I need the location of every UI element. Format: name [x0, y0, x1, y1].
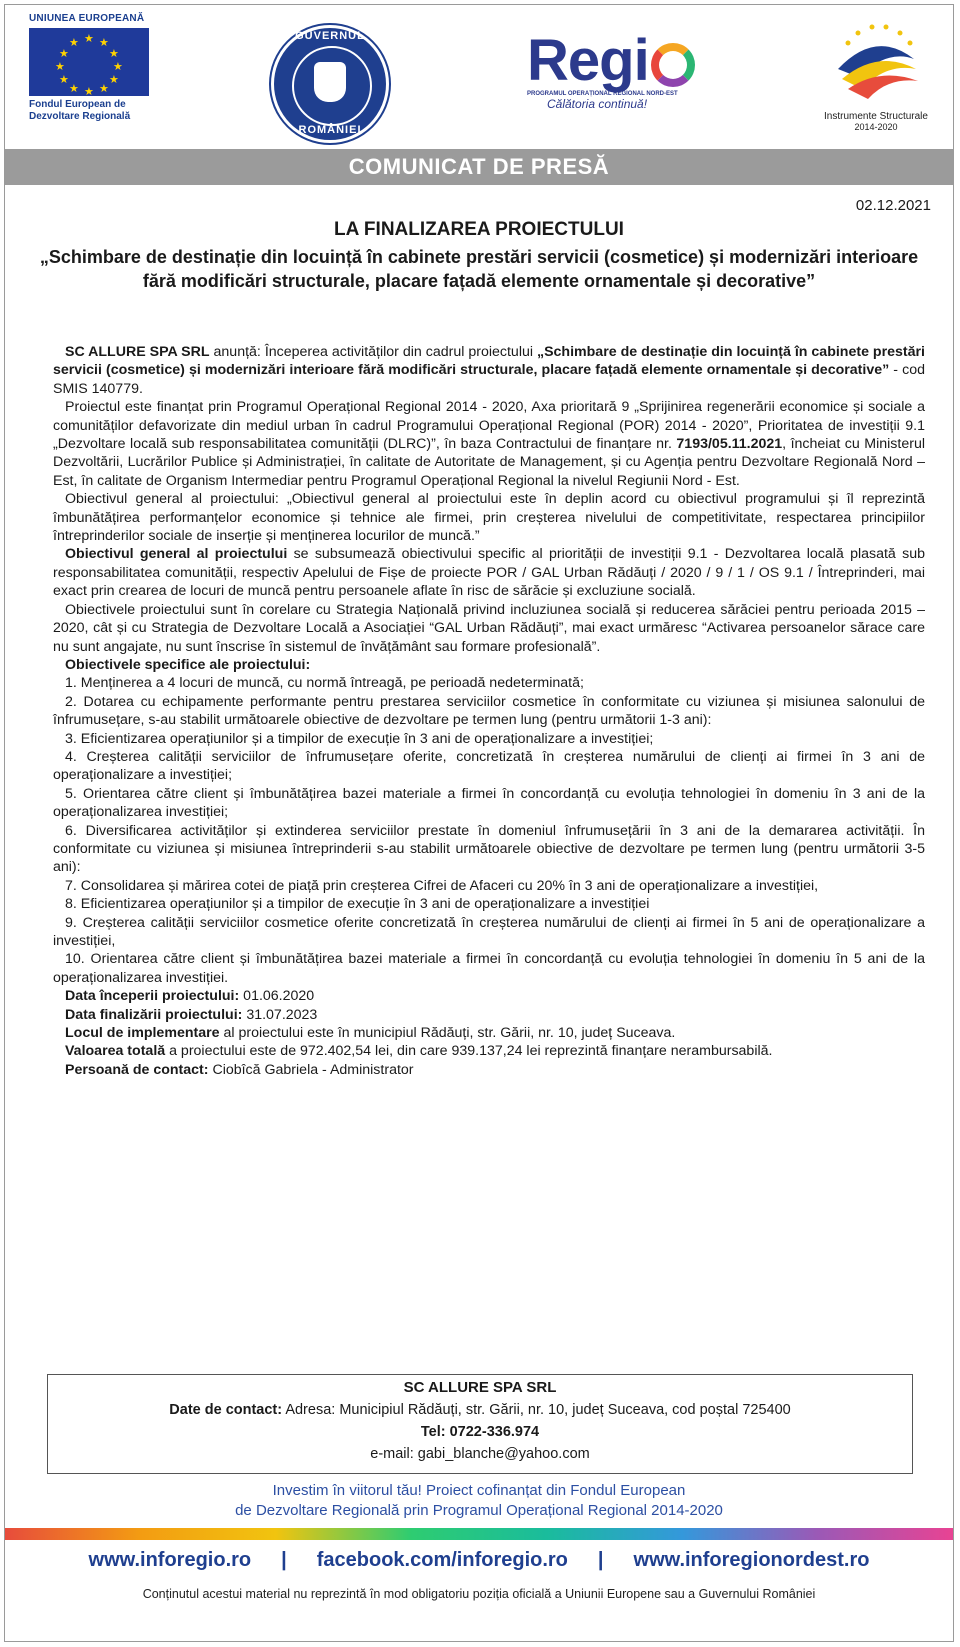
page-title: LA FINALIZAREA PROIECTULUI [334, 219, 624, 240]
government-seal-top-text: GUVERNUL [295, 30, 365, 42]
press-release-body [53, 343, 925, 1079]
eu-logo-subtitle: Fondul European de Dezvoltare Regională [29, 99, 131, 122]
list-item: 10. Orientarea către client și îmbunătățirea bazei materiale a firmei în concordanță cu evoluția tehnologiei în domeniu în 5 ani de la operaționalizarea investiției. [53, 951, 925, 986]
location-line [53, 1024, 925, 1042]
link-facebook[interactable]: facebook.com/inforegio.ro [316, 1549, 568, 1571]
contact-person-line [53, 1061, 925, 1079]
link-separator: | [281, 1549, 287, 1571]
eu-logo [29, 13, 151, 123]
contact-address-line [48, 1399, 912, 1421]
general-objective-label: Obiectivul general al proiectului [65, 546, 288, 563]
press-release-banner: COMUNICAT DE PRESĂ [5, 149, 953, 185]
regio-tagline: Călătoria continuă! [547, 97, 648, 111]
link-inforegionordest[interactable]: www.inforegionordest.ro [633, 1549, 870, 1571]
regio-logo [527, 28, 727, 111]
contact-firm-name: SC ALLURE SPA SRL [403, 1379, 557, 1396]
footer-links [5, 1549, 953, 1572]
contact-phone [48, 1421, 912, 1443]
regio-program-label: PROGRAMUL OPERAȚIONAL REGIONAL NORD-EST [527, 91, 678, 97]
government-seal-icon [271, 25, 389, 143]
financing-text: Proiectul este finanțat prin Programul Operațional Regional 2014 - 2020, Axa prioritară 9 „Sprijinirea regenerării economice și sociale a comunităților defavorizate din mediul urban în cadrul Programului Operațional Regional (POR) 2014 - 2020”, Prioritatea de investiții 9.1 „Dezvoltare locală sub responsabilitatea comunității (DLRC)”, în baza Contractului de finanțare nr. [53, 399, 925, 453]
regio-o-icon [651, 43, 695, 87]
contact-data-label: Date de contact: [169, 1402, 283, 1418]
list-item: 5. Orientarea către client și îmbunătățirea bazei materiale a firmei în concordanță cu evoluția tehnologiei în domeniu în 3 ani de la operaționalizarea investiției; [53, 785, 925, 821]
contact-phone-text: Tel: 0722-336.974 [420, 1424, 540, 1440]
financing-text-end: , încheiat cu Ministerul Dezvoltării, Lucrărilor Publice și Administrației, în calitate de Autoritate de Management, și cu Agenția pentru Dezvoltare Regională Nord – Est, în calitate de Organism Intermediar pentru Programul Operațional Regional la nivelul Regiunii Nord - Est. [53, 436, 925, 489]
contract-number: 7193/05.11.2021 [676, 436, 783, 453]
list-item: 6. Diversificarea activităților și extinderea serviciilor prestate în domeniul înfrumusețării în 3 ani de la demararea activității. În conformitate cu viziunea și misiunea întreprinderii s-au stabilit următoarele obiective de dezvoltare pe termen lung (pentru următorii 3-5 ani): [53, 822, 925, 876]
list-item: 4. Creșterea calității serviciilor de înfrumusețare oferite, concretizată în creșterea numărului de clienți ai firmei în 3 ani de operaționalizare a investiției; [53, 748, 925, 784]
contact-email[interactable]: e-mail: gabi_blanche@yahoo.com [370, 1446, 590, 1462]
logo-header [5, 5, 953, 151]
intro-paragraph [53, 343, 925, 398]
total-value-text: a proiectului este de 972.402,54 lei, din care 939.137,24 lei reprezintă finanțare nerambursabilă. [165, 1043, 773, 1060]
location-value: al proiectului este în municipiul Rădăuți, str. Gării, nr. 10, județ Suceava. [219, 1025, 676, 1042]
smis-code: - cod SMIS 140779. [53, 362, 926, 397]
list-item: 7. Consolidarea și mărirea cotei de piață prin creșterea Cifrei de Afaceri cu 20% în 3 ani de operaționalizare a investiției, [65, 877, 819, 894]
eu-flag-icon: ★ ★ ★ ★ ★ ★ ★ ★ ★ ★ ★ ★ [29, 28, 149, 96]
cofinancing-line-2: de Dezvoltare Regională prin Programul Operațional Regional 2014-2020 [235, 1502, 723, 1519]
link-inforegio[interactable]: www.inforegio.ro [88, 1549, 252, 1571]
project-name-bold: „Schimbare de destinație din locuință în cabinete prestări servicii (cosmetice) și modernizări interioare fără modificări structurale, placare fațadă elemente ornamentale și decorative” [53, 344, 925, 379]
intro-text: anunță: Începerea activităților din cadrul proiectului [209, 344, 537, 360]
total-value-label: Valoarea totală [65, 1043, 166, 1060]
start-date-value: 01.06.2020 [239, 988, 315, 1005]
start-date-line [53, 987, 925, 1005]
specific-objectives-heading [53, 656, 925, 674]
objective-subsumption-text: se subsumează obiectivului specific al priorității de investiții 9.1 - Dezvoltarea locală plasată sub responsabilitatea comunității, respectiv Apelului de Fișe de proiecte POR / GAL Urban Rădăuți / 2020 / 9 / 1 / OS 9.1 / Întreprinderi, mai exact prin crearea de locuri de muncă pentru persoanele aflate în risc de sărăcie și excluziune socială. [53, 546, 925, 600]
structural-instruments-logo [811, 19, 941, 132]
end-date-label: Data finalizării proiectului: [65, 1006, 243, 1023]
end-date-value: 31.07.2023 [242, 1006, 318, 1023]
list-item: 8. Eficientizarea operațiunilor și a timpilor de execuție în 3 ani de operaționalizare a investiției [65, 896, 650, 913]
end-date-line [53, 1006, 925, 1024]
contact-address: Adresa: Municipiul Rădăuți, str. Gării, nr. 10, județ Suceava, cod poștal 725400 [282, 1402, 791, 1418]
coat-of-arms-icon [314, 62, 346, 102]
structural-instruments-icon [828, 19, 924, 105]
list-item: 3. Eficientizarea operațiunilor și a timpilor de execuție în 3 ani de operaționalizare a investiției; [65, 730, 654, 747]
press-release-page [4, 4, 954, 1642]
strategy-paragraph: Obiectivele proiectului sunt în corelare cu Strategia Națională privind incluziunea socială și reducerea sărăciei pentru perioada 2015 – 2020, cât și cu Strategia de Dezvoltare Locală a Asociației “GAL Urban Rădăuți”, mai exact urmăresc “Activarea persoanelor sărace care nu sunt angajate, nu sunt înscrise în sistemul de învățământ sau formare profesională”. [53, 601, 925, 655]
contact-person-value: Ciobîcă Gabriela - Administrator [208, 1061, 414, 1078]
list-item: 2. Dotarea cu echipamente performante pentru prestarea serviciilor cosmetice în conformitate cu viziunea și misiunea salonului de înfrumusețare, s-au stabilit următoarele obiective de dezvoltare pe termen lung (pentru următorii 1-3 ani): [53, 693, 925, 729]
objective-subsumption-paragraph [53, 545, 925, 600]
total-value-line [53, 1042, 925, 1060]
list-item: 9. Creșterea calității serviciilor cosmetice oferite concretizată în creșterea numărului de clienți ai firmei în 5 ani de operaționalizare a investiției, [53, 914, 925, 949]
rainbow-divider [5, 1528, 953, 1540]
contact-box [47, 1374, 913, 1474]
company-name: SC ALLURE SPA SRL [65, 344, 210, 360]
project-title: „Schimbare de destinație din locuință în cabinete prestări servicii (cosmetice) și modernizări interioare fără modificări structurale, placare fațadă elemente ornamentale și decorative” [39, 247, 919, 291]
structural-instruments-years: 2014-2020 [854, 122, 898, 132]
eu-logo-title: UNIUNEA EUROPEANĂ [29, 13, 145, 24]
start-date-label: Data începerii proiectului: [65, 988, 240, 1005]
list-item: 1. Menținerea a 4 locuri de muncă, cu normă întreagă, pe perioadă nedeterminată; [65, 675, 584, 692]
regio-logo-word: Regi [527, 28, 649, 93]
financing-paragraph [53, 398, 925, 490]
location-label: Locul de implementare [65, 1025, 220, 1042]
specific-objectives-label: Obiectivele specifice ale proiectului: [65, 656, 311, 673]
structural-instruments-caption: Instrumente Structurale [824, 111, 928, 122]
general-objective-paragraph: Obiectivul general al proiectului: „Obiectivul general al proiectului este în deplin acord cu obiectivul programului și îl reprezintă îmbunătățirea performanțelor economice și tehnice ale firmei, prin creșterea nivelului de competitivitate, respectarea principiilor întreprinderilor sociale de inserție și menținerea locurilor de muncă.” [53, 491, 925, 545]
link-separator: | [597, 1549, 604, 1571]
cofinancing-statement [5, 1481, 953, 1521]
contact-person-label: Persoană de contact: [65, 1061, 209, 1078]
disclaimer-text: Conținutul acestui material nu reprezintă în mod obligatoriu poziția oficială a Uniunii Europene sau a Guvernului României [142, 1587, 816, 1601]
cofinancing-line-1: Investim în viitorul tău! Proiect cofinanțat din Fondul European [272, 1482, 686, 1499]
release-date: 02.12.2021 [855, 197, 931, 214]
government-seal-bottom-text: ROMÂNIEI [298, 124, 362, 136]
